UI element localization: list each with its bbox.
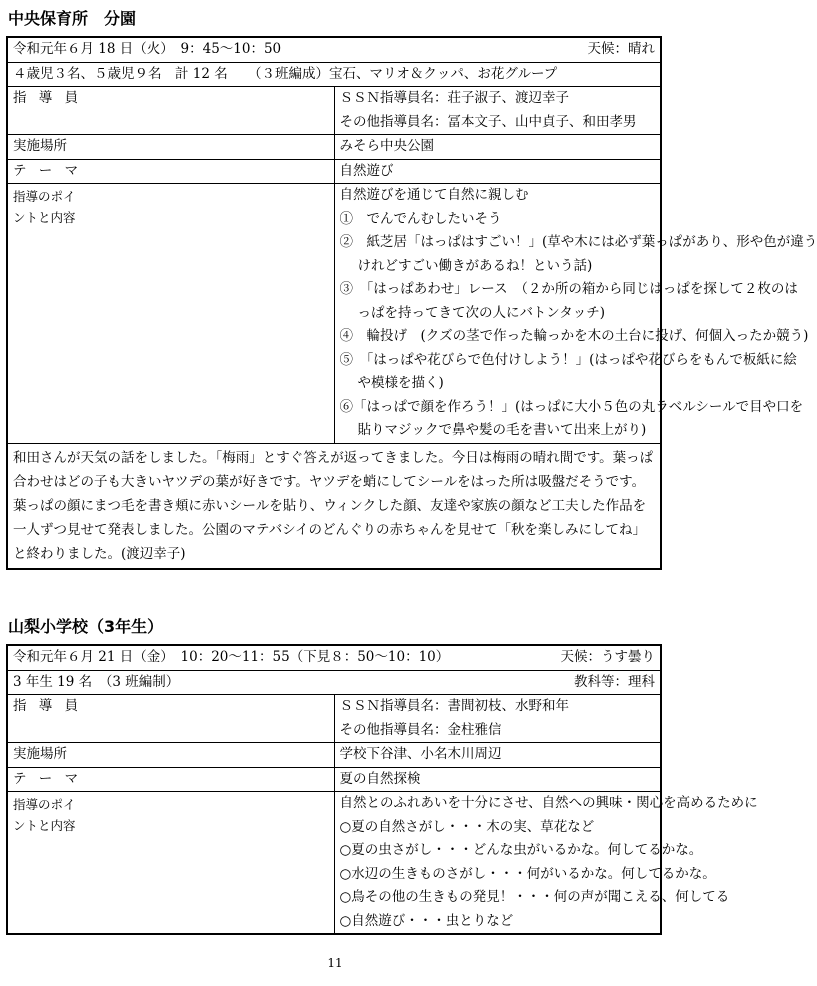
section-heading-chuo: 中央保育所 分園 — [8, 9, 137, 28]
points-line: ⑤ 「はっぱや花びらで色付けしよう！」(はっぱや花びらをもんで板紙に絵 — [339, 351, 797, 368]
place-label: 実施場所 — [7, 135, 334, 160]
place-row — [7, 135, 661, 160]
place-label: 実施場所 — [7, 743, 334, 768]
report-text: 和田さんが天気の話をしました。「梅雨」とすぐ答えが返ってきました。今日は梅雨の晴れ間です。葉っぱ合わせはどの子も大きいヤツデの葉が好きです。ヤツデを蛸にしてシールをはった所は吸盤だそうです。葉っぱの顔にまつ毛を書き頬に赤いシールを貼り、ウィンクした顔、友達や家族の顔など工夫した作品を一人ずつ見せて発表しました。公園のマテバシイのどんぐりの赤ちゃんを見せて「秋を楽しみにしてね」と終わりました。(渡辺幸子) — [7, 443, 661, 569]
theme-value: 夏の自然探検 — [334, 767, 661, 792]
points-list — [334, 184, 817, 444]
points-line: ○鳥その他の生きもの発見！・・・何の声が聞こえる、何してる — [339, 889, 730, 905]
group-info: ４歳児３名、５歳児９名 計 12 名 （３班編成）宝石、マリオ＆クッパ、お花グループ — [7, 62, 661, 87]
page-number: 11 — [327, 956, 343, 970]
leader-row — [7, 695, 661, 743]
points-line: ⑥「はっぱで顔を作ろう！」(はっぱに大小５色の丸ラベルシールで目や口を — [339, 398, 804, 415]
subject: 教科等：理科 — [574, 673, 655, 690]
leader-other: その他指導員名：金柱雅信 — [339, 721, 502, 738]
group-info: 3 年生 19 名 （3 班編制） — [13, 673, 180, 690]
group-row — [7, 670, 661, 695]
section-heading-yamanashi: 山梨小学校（3年生） — [8, 617, 164, 636]
points-line: ○夏の虫さがし・・・どんな虫がいるかな。何してるかな。 — [339, 842, 703, 858]
leader-ssn: ＳＳＮ指導員名：荘子淑子、渡辺幸子 — [339, 90, 569, 106]
points-label: 指導のポイ ントと内容 — [7, 184, 334, 444]
points-line: ① でんでんむしたいそう — [339, 210, 502, 227]
points-row — [7, 184, 661, 444]
points-label: 指導のポイ ントと内容 — [7, 792, 334, 935]
record-table-yamanashi — [6, 644, 758, 935]
points-line: ③ 「はっぱあわせ」レース （２か所の箱から同じはっぱを探して２枚のは — [339, 281, 798, 297]
points-line: ④ 輪投げ (クズの茎で作った輪っかを木の土台に投げ、何個入ったか競う) — [339, 328, 809, 344]
leader-label: 指 導 員 — [7, 87, 334, 135]
points-line: 自然遊びを通じて自然に親しむ — [339, 187, 529, 203]
theme-label: テ ー マ — [7, 159, 334, 184]
points-line: ○水辺の生きものさがし・・・何がいるかな。何してるかな。 — [339, 865, 716, 882]
date-row — [7, 37, 661, 62]
date-row — [7, 645, 661, 670]
place-value: 学校下谷津、小名木川周辺 — [334, 743, 661, 768]
points-line: けれどすごい働きがあるね！という話) — [357, 257, 593, 274]
report-row — [7, 443, 661, 569]
points-row — [7, 792, 661, 935]
record-table-chuo — [6, 36, 817, 570]
points-line: 貼りマジックで鼻や髪の毛を書いて出来上がり) — [357, 422, 647, 438]
theme-row — [7, 159, 661, 184]
leader-other: その他指導員名：冨本文子、山中貞子、和田孝男 — [339, 113, 637, 130]
leader-label: 指 導 員 — [7, 695, 334, 743]
points-line: や模様を描く) — [357, 375, 444, 391]
points-line: ○夏の自然さがし・・・木の実、草花など — [339, 818, 595, 835]
place-value: みそら中央公園 — [334, 135, 661, 160]
points-line: っぱを持ってきて次の人にバトンタッチ) — [357, 304, 605, 321]
date-time: 令和元年６月 21 日（金） 10：20～11：55（下見８：50～10：10） — [13, 649, 450, 665]
group-row — [7, 62, 661, 87]
points-line: ② 紙芝居「はっぱはすごい！」(草や木には必ず葉っぱがあり、形や色が違う — [339, 234, 817, 250]
leader-ssn: ＳＳＮ指導員名：書間初枝、水野和年 — [339, 698, 569, 714]
leader-row — [7, 87, 661, 135]
weather: 天候：晴れ — [587, 41, 655, 57]
points-list — [334, 792, 758, 935]
theme-label: テ ー マ — [7, 767, 334, 792]
place-row — [7, 743, 661, 768]
date-time: 令和元年６月 18 日（火） 9：45～10：50 — [13, 41, 282, 57]
points-line: 自然とのふれあいを十分にさせ、自然への興味・関心を高めるために — [339, 795, 758, 811]
points-line: ○自然遊び・・・虫とりなど — [339, 912, 514, 929]
theme-value: 自然遊び — [334, 159, 661, 184]
theme-row — [7, 767, 661, 792]
weather: 天候：うす曇り — [560, 649, 655, 665]
